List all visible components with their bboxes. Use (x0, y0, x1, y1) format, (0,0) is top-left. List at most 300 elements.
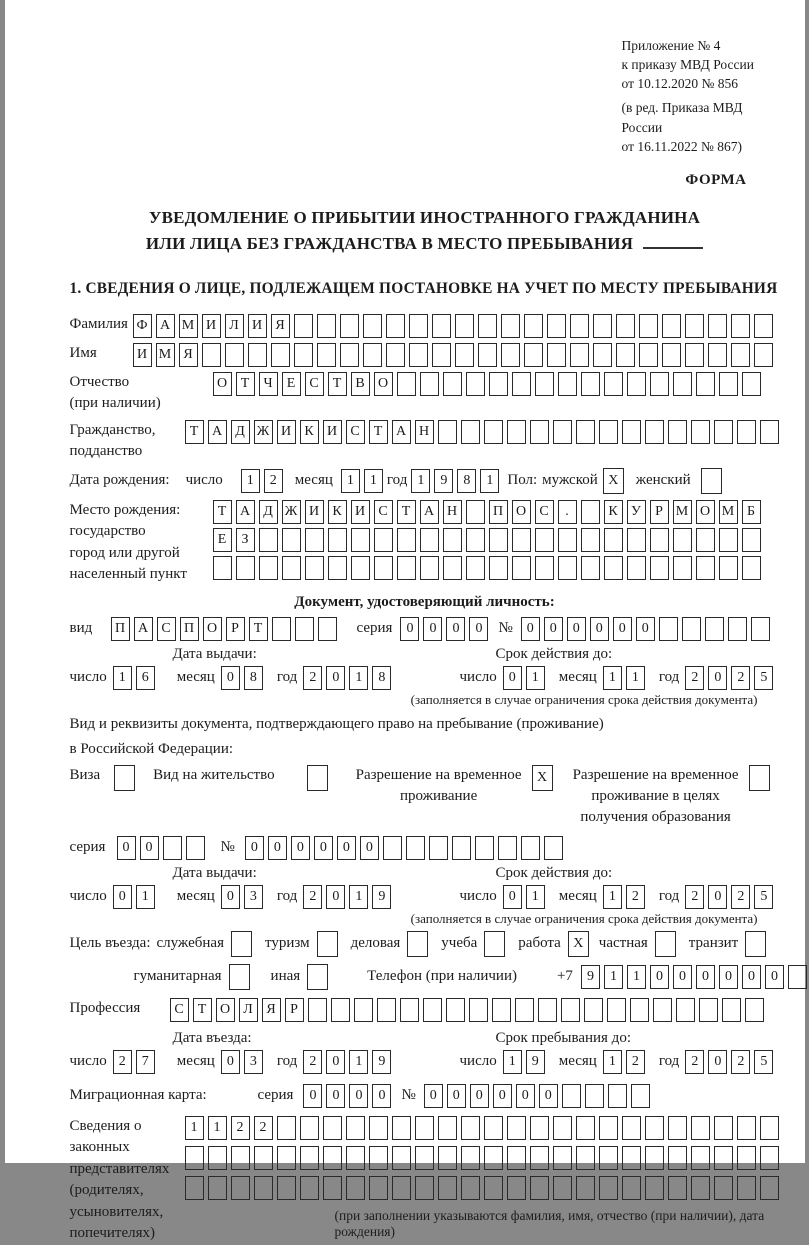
sex-male-checkbox (603, 468, 628, 494)
char-cell (208, 1146, 227, 1170)
char-cell: 0 (221, 666, 240, 690)
representatives-line-2 (185, 1146, 783, 1170)
char-cell (484, 1116, 503, 1140)
purpose-option: деловая (351, 931, 433, 957)
edu-permit-option (573, 765, 774, 828)
char-cell (645, 1176, 664, 1200)
char-cell (645, 1116, 664, 1140)
char-cell: 0 (447, 1084, 466, 1108)
char-cell: У (627, 500, 646, 524)
char-cell (466, 500, 485, 524)
char-cell: Л (239, 998, 258, 1022)
char-cell: 0 (424, 1084, 443, 1108)
char-cell (461, 420, 480, 444)
char-cell (544, 836, 563, 860)
representatives-note: (при заполнении указываются фамилия, имя, отчество (при наличии), дата рождения) (334, 1207, 765, 1239)
char-cell: П (489, 500, 508, 524)
char-cell: 0 (326, 666, 345, 690)
char-cell (461, 1116, 480, 1140)
doc-number-boxes (521, 617, 774, 641)
doc-number-label: № (498, 620, 513, 637)
char-cell: 0 (221, 1050, 240, 1074)
annex-line: Приложение № 4 (621, 38, 721, 53)
birth-year-boxes (411, 469, 503, 493)
char-cell (346, 1176, 365, 1200)
purpose-checkbox (231, 931, 256, 957)
char-cell: 0 (117, 836, 136, 860)
char-cell: 0 (708, 666, 727, 690)
char-cell: 0 (113, 885, 132, 909)
char-cell (392, 1146, 411, 1170)
char-cell: 1 (603, 1050, 622, 1074)
entry-date-line: число 2 7 месяц 0 3 год 2 0 1 9 (70, 1050, 460, 1074)
char-cell (581, 500, 600, 524)
char-cell: 0 (742, 965, 761, 989)
char-cell (745, 998, 764, 1022)
char-cell (547, 343, 566, 367)
identity-doc-row (70, 617, 780, 641)
birth-date-label: Дата рождения: (69, 472, 170, 489)
char-cell (369, 1176, 388, 1200)
visa-label: Виза (69, 766, 101, 783)
char-cell (524, 314, 543, 338)
char-cell: Т (213, 500, 232, 524)
char-cell (604, 528, 623, 552)
char-cell: 2 (731, 666, 750, 690)
char-cell (231, 1176, 250, 1200)
char-cell (507, 1146, 526, 1170)
stay-doc-intro-2: в Российской Федерации: (69, 741, 234, 758)
purpose-option: работа X (518, 931, 593, 957)
valid-day-boxes (503, 666, 549, 690)
stay-number-boxes (245, 836, 567, 860)
char-cell (489, 372, 508, 396)
char-cell: И (133, 343, 152, 367)
char-cell: О (696, 500, 715, 524)
doc-series-label: серия (356, 620, 393, 637)
annex-line: от 10.12.2020 № 856 (621, 76, 738, 92)
char-cell (213, 556, 232, 580)
char-cell (742, 372, 761, 396)
char-cell (420, 528, 439, 552)
surname-label: Фамилия (69, 315, 128, 332)
stay-issue-col (70, 865, 460, 909)
sex-label: Пол: (507, 472, 538, 489)
char-cell (478, 314, 497, 338)
char-cell (455, 314, 474, 338)
stay-issue-heading: Дата выдачи: (172, 864, 257, 881)
char-cell: 2 (303, 885, 322, 909)
char-cell: 1 (526, 885, 545, 909)
char-cell (386, 343, 405, 367)
char-cell (369, 1146, 388, 1170)
birth-date-row (70, 468, 780, 494)
char-cell (406, 836, 425, 860)
annex-line: к приказу МВД России (621, 57, 754, 73)
char-cell (512, 372, 531, 396)
stay-until-line: число 1 9 месяц 1 2 год 2 0 2 5 (460, 1050, 788, 1074)
char-cell (420, 372, 439, 396)
char-cell (307, 765, 328, 791)
char-cell: Д (231, 420, 250, 444)
stay-issue-line: число 0 1 месяц 0 3 год 2 0 1 9 (70, 885, 460, 909)
char-cell (737, 420, 756, 444)
char-cell (627, 556, 646, 580)
char-cell (659, 617, 678, 641)
char-cell (685, 343, 704, 367)
char-cell: 0 (221, 885, 240, 909)
char-cell (760, 1146, 779, 1170)
edu-permit-label: Разрешение на временное проживание в целях получения образования (572, 766, 739, 825)
char-cell: 0 (516, 1084, 535, 1108)
char-cell: 5 (754, 666, 773, 690)
char-cell: 1 (136, 885, 155, 909)
char-cell (259, 528, 278, 552)
char-cell (277, 1116, 296, 1140)
char-cell: О (512, 500, 531, 524)
char-cell (443, 556, 462, 580)
char-cell: Т (185, 420, 204, 444)
char-cell (254, 1146, 273, 1170)
char-cell: С (346, 420, 365, 444)
stay-valid-line: число 0 1 месяц 1 2 год 2 0 2 5 (460, 885, 788, 909)
stay-until-month-boxes (603, 1050, 649, 1074)
char-cell: М (673, 500, 692, 524)
char-cell: 0 (708, 885, 727, 909)
char-cell (673, 528, 692, 552)
char-cell (530, 420, 549, 444)
char-cell (328, 528, 347, 552)
char-cell: X (568, 931, 589, 957)
char-cell (438, 1176, 457, 1200)
purpose-row-2 (70, 964, 780, 990)
char-cell (409, 314, 428, 338)
char-cell (760, 1176, 779, 1200)
birth-place-line-3 (213, 556, 765, 580)
stay-until-col (460, 1030, 788, 1074)
char-cell (346, 1146, 365, 1170)
char-cell (742, 556, 761, 580)
annex-block (622, 36, 780, 156)
purpose-option: учеба (441, 931, 509, 957)
char-cell (576, 1146, 595, 1170)
char-cell (272, 617, 291, 641)
char-cell: 8 (372, 666, 391, 690)
char-cell (294, 343, 313, 367)
char-cell: 0 (539, 1084, 558, 1108)
page-title (70, 205, 780, 258)
char-cell (374, 556, 393, 580)
char-cell: Е (213, 528, 232, 552)
char-cell (668, 1116, 687, 1140)
char-cell: Я (271, 314, 290, 338)
char-cell (185, 1176, 204, 1200)
char-cell: И (305, 500, 324, 524)
char-cell (530, 1146, 549, 1170)
char-cell (432, 343, 451, 367)
char-cell: Т (236, 372, 255, 396)
purpose-option: служебная (156, 931, 256, 957)
entry-date-heading: Дата въезда: (172, 1029, 252, 1046)
purpose-checkbox (229, 964, 254, 990)
char-cell (581, 556, 600, 580)
char-cell (535, 556, 554, 580)
char-cell (507, 1116, 526, 1140)
char-cell (328, 556, 347, 580)
char-cell (538, 998, 557, 1022)
char-cell: 0 (503, 885, 522, 909)
char-cell (754, 343, 773, 367)
issue-year-boxes (303, 666, 395, 690)
purpose-option: транзит (689, 931, 770, 957)
purpose-checkbox (745, 931, 770, 957)
annex-line: (в ред. Приказа МВД России (621, 100, 743, 135)
char-cell (760, 420, 779, 444)
char-cell (553, 1116, 572, 1140)
char-cell: А (392, 420, 411, 444)
char-cell: Ж (282, 500, 301, 524)
char-cell: 0 (469, 617, 488, 641)
char-cell: Т (397, 500, 416, 524)
birth-month-label: месяц (294, 472, 333, 489)
char-cell: 6 (136, 666, 155, 690)
char-cell: 2 (231, 1116, 250, 1140)
char-cell: 0 (590, 617, 609, 641)
char-cell: 1 (349, 1050, 368, 1074)
char-cell: 1 (364, 469, 383, 493)
char-cell: 1 (604, 965, 623, 989)
char-cell (392, 1176, 411, 1200)
birth-year-label: год (386, 472, 408, 489)
char-cell (377, 998, 396, 1022)
profession-row (70, 998, 780, 1022)
char-cell: . (558, 500, 577, 524)
visa-checkbox (104, 765, 139, 791)
char-cell (608, 1084, 627, 1108)
char-cell (576, 1176, 595, 1200)
char-cell (639, 314, 658, 338)
char-cell (498, 836, 517, 860)
char-cell: К (328, 500, 347, 524)
char-cell (318, 617, 337, 641)
stay-until-heading: Срок пребывания до: (495, 1029, 631, 1046)
char-cell (622, 1146, 641, 1170)
issue-date-col (70, 646, 460, 690)
purpose-checkbox (568, 931, 593, 957)
char-cell (512, 528, 531, 552)
char-cell (446, 998, 465, 1022)
char-cell: Р (650, 500, 669, 524)
char-cell: С (305, 372, 324, 396)
char-cell: О (216, 998, 235, 1022)
char-cell: 0 (544, 617, 563, 641)
char-cell: И (248, 314, 267, 338)
char-cell (443, 528, 462, 552)
char-cell (271, 343, 290, 367)
char-cell: Т (369, 420, 388, 444)
char-cell (484, 931, 505, 957)
valid-month-boxes (603, 666, 649, 690)
stay-valid-heading: Срок действия до: (495, 864, 613, 881)
char-cell: Л (225, 314, 244, 338)
char-cell (558, 372, 577, 396)
char-cell (673, 556, 692, 580)
char-cell (475, 836, 494, 860)
char-cell (294, 314, 313, 338)
citizenship-row (70, 420, 780, 463)
char-cell (438, 1116, 457, 1140)
char-cell (386, 314, 405, 338)
char-cell (558, 556, 577, 580)
permits-row (70, 765, 780, 828)
char-cell (229, 964, 250, 990)
valid-date-heading: Срок действия до: (495, 645, 613, 662)
char-cell: Н (415, 420, 434, 444)
firstname-label: Имя (69, 344, 97, 361)
char-cell (599, 1146, 618, 1170)
citizenship-label: Гражданство, подданство (69, 421, 156, 460)
validity-note: (заполняется в случае ограничения срока действия документа) (410, 691, 758, 707)
char-cell (719, 556, 738, 580)
char-cell: С (374, 500, 393, 524)
char-cell: 0 (719, 965, 738, 989)
char-cell (685, 314, 704, 338)
stay-until-day-boxes (503, 1050, 549, 1074)
char-cell (749, 765, 770, 791)
char-cell: Б (742, 500, 761, 524)
char-cell: 2 (731, 885, 750, 909)
char-cell (584, 998, 603, 1022)
birth-place-line-1 (213, 500, 765, 524)
firstname-row (70, 343, 780, 367)
char-cell: В (351, 372, 370, 396)
char-cell (323, 1176, 342, 1200)
char-cell (455, 343, 474, 367)
phone-label: Телефон (при наличии) (367, 968, 517, 985)
char-cell (521, 836, 540, 860)
char-cell (708, 343, 727, 367)
char-cell (705, 617, 724, 641)
char-cell: И (202, 314, 221, 338)
char-cell: 1 (603, 885, 622, 909)
stay-number-label: № (220, 839, 235, 856)
char-cell (630, 998, 649, 1022)
char-cell: 1 (627, 965, 646, 989)
doc-kind-label: вид (69, 620, 93, 637)
char-cell (562, 1084, 581, 1108)
char-cell (581, 372, 600, 396)
char-cell (751, 617, 770, 641)
char-cell (585, 1084, 604, 1108)
char-cell: 1 (113, 666, 132, 690)
char-cell (599, 1176, 618, 1200)
char-cell (714, 1116, 733, 1140)
purpose-option: иная (271, 964, 333, 990)
char-cell (501, 343, 520, 367)
sex-female-checkbox (701, 468, 726, 494)
char-cell: И (323, 420, 342, 444)
char-cell (561, 998, 580, 1022)
char-cell (745, 931, 766, 957)
char-cell: 1 (208, 1116, 227, 1140)
char-cell (323, 1116, 342, 1140)
representatives-label: Сведения о законных представителях (родителях, усыновителях, попечителях) (69, 1117, 170, 1242)
char-cell (616, 343, 635, 367)
purpose-checkbox (307, 964, 332, 990)
purpose-option: туризм (265, 931, 342, 957)
issue-date-line: число 1 6 месяц 0 8 год 2 0 1 8 (70, 666, 460, 690)
char-cell (415, 1116, 434, 1140)
char-cell: 1 (411, 469, 430, 493)
char-cell (616, 314, 635, 338)
char-cell: Т (249, 617, 268, 641)
char-cell: 1 (241, 469, 260, 493)
char-cell: 1 (341, 469, 360, 493)
section-1-heading: 1. СВЕДЕНИЯ О ЛИЦЕ, ПОДЛЕЖАЩЕМ ПОСТАНОВКЕ НА УЧЕТ ПО МЕСТУ ПРЕБЫВАНИЯ (69, 279, 778, 297)
char-cell: Ж (254, 420, 273, 444)
stay-until-year-boxes (685, 1050, 777, 1074)
char-cell (208, 1176, 227, 1200)
char-cell (581, 528, 600, 552)
char-cell (691, 1146, 710, 1170)
char-cell: 2 (731, 1050, 750, 1074)
migration-number-label: № (401, 1087, 416, 1104)
char-cell (701, 468, 722, 494)
char-cell: Т (193, 998, 212, 1022)
char-cell (553, 1176, 572, 1200)
char-cell (650, 556, 669, 580)
char-cell: 9 (526, 1050, 545, 1074)
char-cell: 0 (423, 617, 442, 641)
char-cell (691, 1116, 710, 1140)
char-cell (535, 372, 554, 396)
surname-boxes (133, 314, 777, 338)
representatives-line-1 (185, 1116, 783, 1140)
char-cell: Р (285, 998, 304, 1022)
citizenship-boxes (185, 420, 783, 444)
blank-underline (643, 235, 703, 249)
char-cell (114, 765, 135, 791)
char-cell (420, 556, 439, 580)
char-cell (466, 556, 485, 580)
char-cell (737, 1176, 756, 1200)
stay-series-boxes (117, 836, 209, 860)
char-cell: 5 (754, 1050, 773, 1074)
char-cell: 1 (480, 469, 499, 493)
purpose-option: частная (599, 931, 680, 957)
char-cell (593, 343, 612, 367)
char-cell: 8 (457, 469, 476, 493)
migration-number-boxes (424, 1084, 654, 1108)
char-cell: 9 (372, 1050, 391, 1074)
char-cell (163, 836, 182, 860)
char-cell (282, 528, 301, 552)
char-cell (461, 1146, 480, 1170)
char-cell: 5 (754, 885, 773, 909)
char-cell (308, 998, 327, 1022)
birth-month-boxes (341, 469, 387, 493)
representatives-row (70, 1116, 780, 1245)
char-cell: А (208, 420, 227, 444)
char-cell: 2 (626, 1050, 645, 1074)
char-cell (696, 556, 715, 580)
annex-line: от 16.11.2022 № 867) (621, 138, 742, 154)
char-cell: Н (443, 500, 462, 524)
doc-series-boxes (400, 617, 492, 641)
char-cell: П (180, 617, 199, 641)
char-cell (438, 420, 457, 444)
char-cell (530, 1176, 549, 1200)
